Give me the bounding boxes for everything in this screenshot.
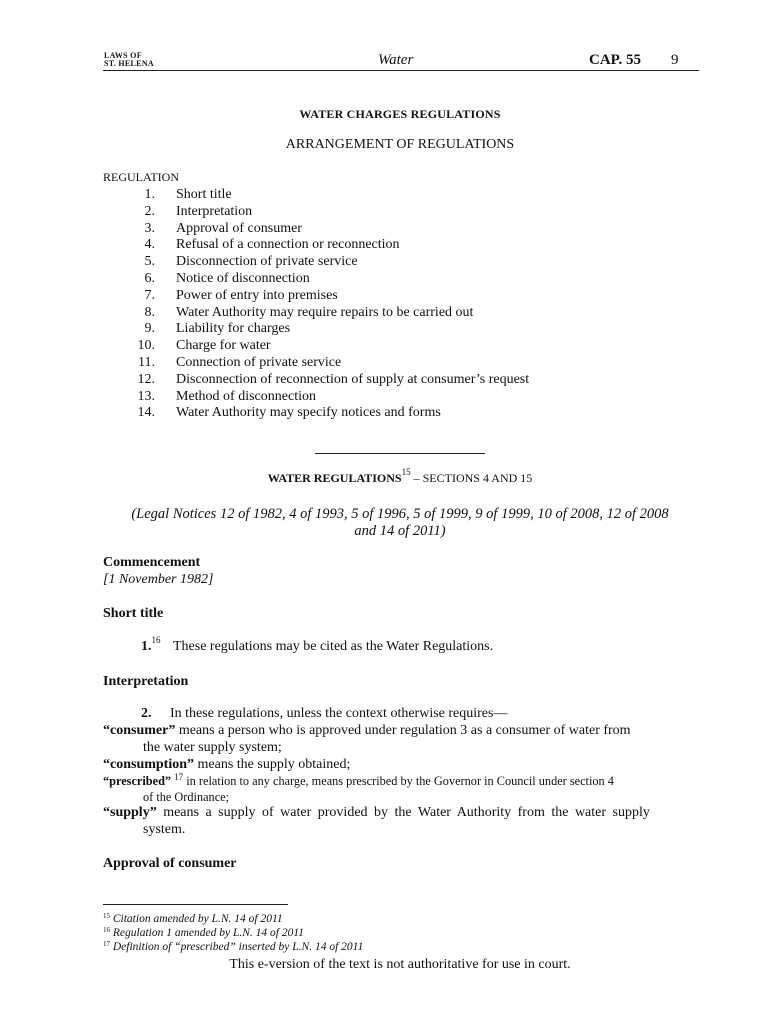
toc-item: 11. Connection of private service [138,354,342,370]
header-rule [103,70,699,71]
toc-item: 9. Liability for charges [144,321,291,337]
legal-notices: (Legal Notices 12 of 1982, 4 of 1993, 5 of 1996, 5 of 1999, 9 of 1999, 10 of 2008, 12 of 2008 and 14 of 2011) [131,506,669,539]
definition-consumer: “consumer” means a person who is approved under regulation 3 as a consumer of water from the water supply system; [103,723,631,755]
laws-of-label: LAWS OF ST. HELENA [104,51,154,68]
toc-item: 5. Disconnection of private service [144,254,358,270]
toc-item: 7. Power of entry into premises [144,287,338,303]
footnote-ref[interactable]: 17 [174,772,184,782]
toc-heading: REGULATION [103,170,179,184]
toc-item: 8. Water Authority may require repairs to be carried out [144,304,474,320]
footer-notice: This e-version of the text is not authoritative for use in court. [229,957,571,972]
commencement-date: [1 November 1982] [103,572,214,587]
section-separator [315,453,485,454]
header-title: Water [378,52,414,68]
section-heading-short-title: Short title [103,606,164,621]
footnotes [103,912,363,954]
page-number: 9 [671,52,679,68]
header-cap: CAP. 55 [589,52,641,68]
commencement-heading: Commencement [103,555,201,570]
section-heading-interpretation: Interpretation [103,674,189,689]
footnote-rule [103,904,288,905]
regulation-2: 2. In these regulations, unless the context otherwise requires— [141,706,508,721]
toc-item: 2. Interpretation [144,203,253,219]
toc-item: 12. Disconnection of reconnection of supply at consumer’s request [137,371,530,387]
footnote: $^{15}$ Citation amended by L.N. 14 of 2011 [103,912,283,925]
toc-list [103,187,703,422]
act-heading: WATER REGULATIONS$^{15}$ – SECTIONS 4 AND 15 [267,467,533,485]
toc-item: 6. Notice of disconnection [144,270,310,286]
footnote: $^{17}$ Definition of “prescribed” inserted by L.N. 14 of 2011 [103,940,364,953]
toc-item: 14. Water Authority may specify notices and forms [137,405,441,421]
regulation-1: 1.16 These regulations may be cited as the Water Regulations. [141,635,494,654]
page-title: WATER CHARGES REGULATIONS [299,107,501,121]
definition-consumption: “consumption” means the supply obtained; [103,757,351,772]
footnote-ref[interactable]: 15 [401,467,411,477]
toc-item: 10. Charge for water [137,338,271,354]
definition-supply: “supply” means a supply of water provided by the Water Authority from the water supply system. [103,805,650,837]
page-subtitle: ARRANGEMENT OF REGULATIONS [285,137,515,152]
toc-item: 1. Short title [144,187,232,202]
toc-item: 3. Approval of consumer [144,220,302,236]
footnote: $^{16}$ Regulation 1 amended by L.N. 14 of 2011 [103,926,304,939]
section-heading-approval: Approval of consumer [103,856,237,871]
toc-item: 13. Method of disconnection [137,388,316,404]
definition-prescribed: “prescribed” $^{17}$ in relation to any charge, means prescribed by the Governor in Council under section 4 of the Ordinance; [103,772,614,804]
footnote-ref[interactable]: 16 [151,635,161,645]
toc-item: 4. Refusal of a connection or reconnection [144,237,400,253]
